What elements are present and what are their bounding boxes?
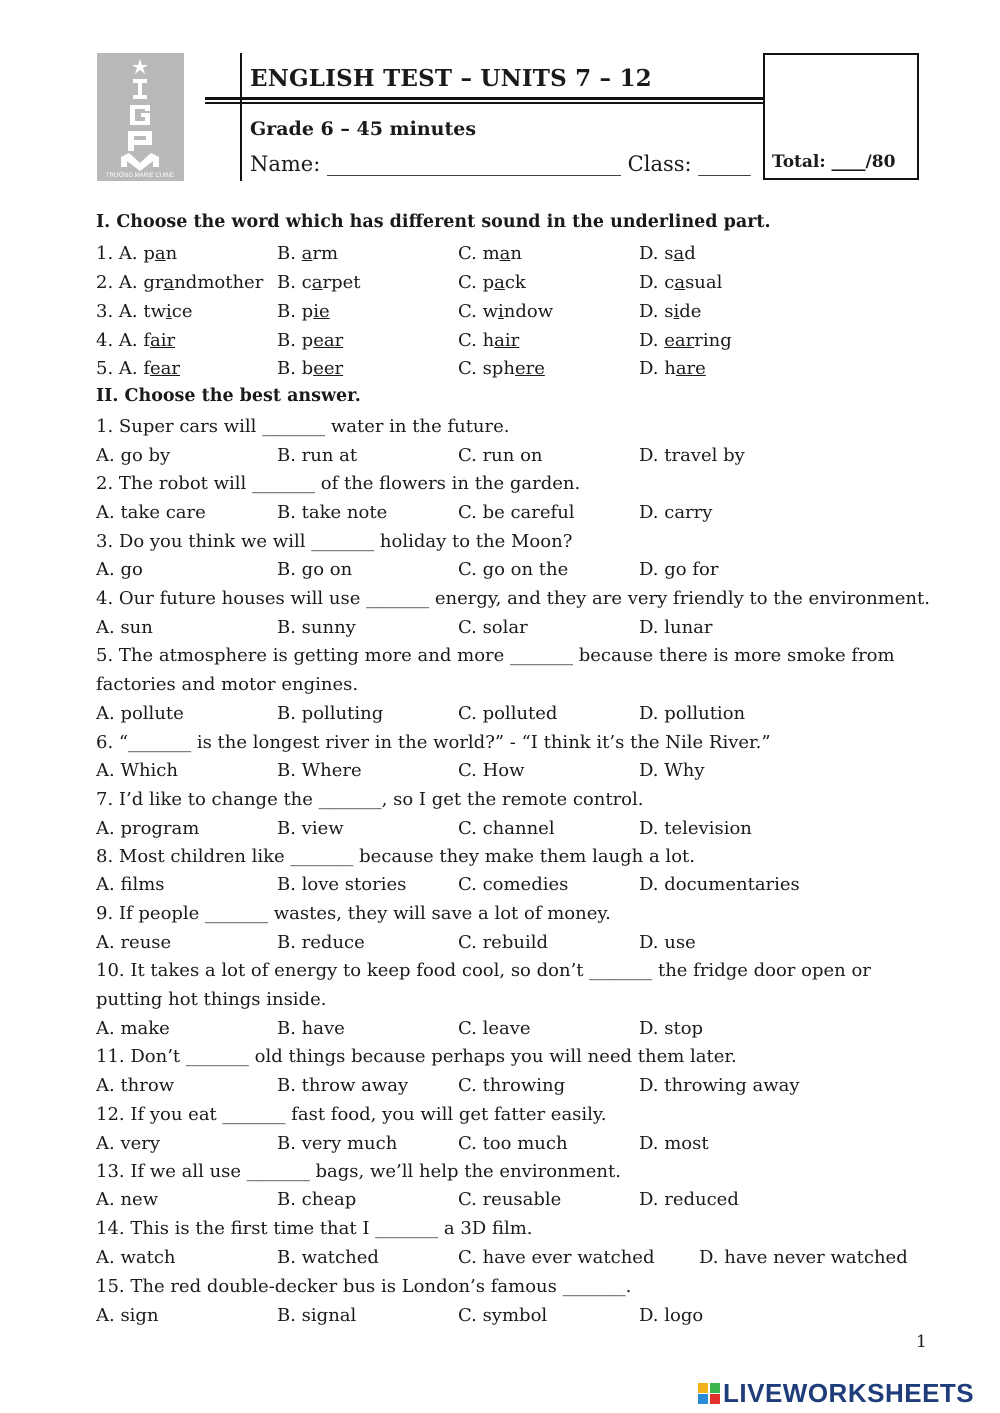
underlined-part: a — [499, 243, 511, 264]
underlined-part: i — [165, 301, 172, 322]
underlined-part: i — [673, 301, 680, 322]
answer-option: D. hare — [639, 358, 706, 379]
answer-option: C. polluted — [458, 703, 558, 724]
section-2-heading: II. Choose the best answer. — [96, 386, 361, 406]
answer-option: A. make — [96, 1018, 170, 1039]
answer-option: B. throw away — [277, 1075, 409, 1096]
answer-option: D. earring — [639, 330, 732, 351]
answer-option: 2. A. grandmother — [96, 272, 264, 293]
section-1-heading: I. Choose the word which has different sound in the underlined part. — [96, 212, 771, 232]
answer-option: A. pollute — [96, 703, 184, 724]
logo-caption: TRƯỜNG MARIE CURIE — [105, 173, 175, 179]
liveworksheets-logo — [697, 1379, 974, 1407]
answer-option: C. symbol — [458, 1305, 548, 1326]
question-stem: 11. Don’t _______ old things because perhaps you will need them later. — [96, 1046, 737, 1067]
answer-option: B. view — [277, 818, 344, 839]
answer-option: A. throw — [96, 1075, 175, 1096]
answer-option: C. leave — [458, 1018, 531, 1039]
answer-option: C. window — [458, 301, 554, 322]
answer-option: B. very much — [277, 1133, 398, 1154]
answer-option: B. love stories — [277, 874, 407, 895]
answer-option: 1. A. pan — [96, 243, 178, 264]
liveworksheets-wordmark: LIVEWORKSHEETS — [723, 1377, 975, 1408]
answer-option: A. go by — [96, 445, 171, 466]
answer-option: C. solar — [458, 617, 528, 638]
answer-option: A. new — [96, 1189, 159, 1210]
answer-option: D. go for — [639, 559, 719, 580]
answer-option: C. comedies — [458, 874, 569, 895]
underlined-part: air — [494, 330, 520, 351]
answer-option: B. pie — [277, 301, 330, 322]
underlined-part: a — [673, 243, 685, 264]
answer-option: C. be careful — [458, 502, 575, 523]
question-stem: 3. Do you think we will _______ holiday to the Moon? — [96, 531, 573, 552]
answer-option: D. logo — [639, 1305, 704, 1326]
answer-option: D. sad — [639, 243, 696, 264]
answer-option: C. rebuild — [458, 932, 548, 953]
answer-option: D. documentaries — [639, 874, 800, 895]
answer-option: A. Which — [96, 760, 178, 781]
answer-option: A. sun — [96, 617, 153, 638]
underlined-part: are — [675, 358, 706, 379]
question-stem: 6. “_______ is the longest river in the world?” - “I think it’s the Nile River.” — [96, 732, 771, 753]
underlined-part: a — [494, 272, 505, 293]
question-stem: 9. If people _______ wastes, they will save a lot of money. — [96, 903, 611, 924]
question-stem: 12. If you eat _______ fast food, you will get fatter easily. — [96, 1104, 607, 1125]
header-rule-thin — [205, 102, 763, 104]
answer-option: D. stop — [639, 1018, 704, 1039]
answer-option: C. have ever watched — [458, 1247, 655, 1268]
answer-option: B. have — [277, 1018, 345, 1039]
answer-option: C. reusable — [458, 1189, 562, 1210]
answer-option: B. arm — [277, 243, 339, 264]
underlined-part: a — [311, 272, 323, 293]
answer-option: D. have never watched — [699, 1247, 908, 1268]
answer-option: C. hair — [458, 330, 520, 351]
question-stem: 2. The robot will _______ of the flowers in the garden. — [96, 473, 581, 494]
answer-option: A. watch — [96, 1247, 176, 1268]
answer-option: A. sign — [96, 1305, 159, 1326]
answer-option: D. casual — [639, 272, 723, 293]
answer-option: D. most — [639, 1133, 709, 1154]
answer-option: B. watched — [277, 1247, 379, 1268]
answer-option: B. cheap — [277, 1189, 357, 1210]
underlined-part: eer — [313, 358, 344, 379]
underlined-part: a — [674, 272, 686, 293]
underlined-part: a — [154, 243, 166, 264]
answer-option: C. throwing — [458, 1075, 566, 1096]
answer-option: 5. A. fear — [96, 358, 180, 379]
question-stem: 13. If we all use _______ bags, we’ll help the environment. — [96, 1161, 621, 1182]
name-class-line: Name: ____________________________ Class: _____ — [250, 152, 751, 176]
answer-option: D. travel by — [639, 445, 745, 466]
underlined-part: ie — [313, 301, 330, 322]
answer-option: 3. A. twice — [96, 301, 193, 322]
question-stem: 7. I’d like to change the _______, so I get the remote control. — [96, 789, 644, 810]
answer-option: C. go on the — [458, 559, 569, 580]
answer-option: C. too much — [458, 1133, 568, 1154]
answer-option: B. carpet — [277, 272, 361, 293]
answer-option: B. go on — [277, 559, 353, 580]
answer-option: A. take care — [96, 502, 206, 523]
underlined-part: air — [150, 330, 176, 351]
answer-option: B. beer — [277, 358, 344, 379]
answer-option: D. lunar — [639, 617, 713, 638]
answer-option: B. take note — [277, 502, 388, 523]
answer-option: B. Where — [277, 760, 362, 781]
answer-option: D. Why — [639, 760, 705, 781]
answer-option: A. reuse — [96, 932, 172, 953]
answer-option: A. program — [96, 818, 200, 839]
answer-option: C. run on — [458, 445, 543, 466]
underlined-part: ear — [313, 330, 344, 351]
answer-option: D. side — [639, 301, 702, 322]
answer-option: C. pack — [458, 272, 526, 293]
underlined-part: a — [163, 272, 175, 293]
answer-option: B. polluting — [277, 703, 384, 724]
answer-option: D. reduced — [639, 1189, 739, 1210]
answer-option: C. man — [458, 243, 522, 264]
page-number: 1 — [916, 1332, 927, 1352]
answer-option: C. channel — [458, 818, 555, 839]
answer-option: B. run at — [277, 445, 358, 466]
answer-option: D. television — [639, 818, 752, 839]
question-stem: 10. It takes a lot of energy to keep food cool, so don’t _______ the fridge door open or putting hot things inside. — [96, 960, 871, 1010]
answer-option: B. signal — [277, 1305, 357, 1326]
question-stem: 8. Most children like _______ because they make them laugh a lot. — [96, 846, 695, 867]
answer-option: C. How — [458, 760, 525, 781]
total-score: Total: ____/80 — [772, 152, 896, 172]
answer-option: C. sphere — [458, 358, 545, 379]
answer-option: A. go — [96, 559, 143, 580]
header-rule — [205, 97, 763, 100]
liveworksheets-icon — [697, 1381, 721, 1405]
school-logo — [97, 53, 184, 181]
question-stem: 15. The red double-decker bus is London’s famous _______. — [96, 1276, 632, 1297]
grade-info: Grade 6 – 45 minutes — [250, 118, 477, 140]
question-stem: 1. Super cars will _______ water in the future. — [96, 416, 510, 437]
test-title: ENGLISH TEST – UNITS 7 – 12 — [250, 65, 652, 92]
underlined-part: i — [497, 301, 504, 322]
underlined-part: ear — [150, 358, 180, 379]
answer-option: D. throwing away — [639, 1075, 800, 1096]
question-stem: 5. The atmosphere is getting more and more _______ because there is more smoke from factories and motor engines. — [96, 645, 895, 695]
question-stem: 4. Our future houses will use _______ energy, and they are very friendly to the environment. — [96, 588, 930, 609]
question-stem: 14. This is the first time that I _______ a 3D film. — [96, 1218, 533, 1239]
underlined-part: a — [301, 243, 313, 264]
answer-option: D. carry — [639, 502, 713, 523]
answer-option: 4. A. fair — [96, 330, 176, 351]
answer-option: A. very — [96, 1133, 161, 1154]
answer-option: B. sunny — [277, 617, 356, 638]
header-divider — [240, 53, 242, 181]
answer-option: B. pear — [277, 330, 344, 351]
underlined-part: ear — [664, 330, 695, 351]
answer-option: D. use — [639, 932, 696, 953]
answer-option: B. reduce — [277, 932, 365, 953]
answer-option: D. pollution — [639, 703, 746, 724]
answer-option: A. films — [96, 874, 165, 895]
underlined-part: ere — [514, 358, 545, 379]
